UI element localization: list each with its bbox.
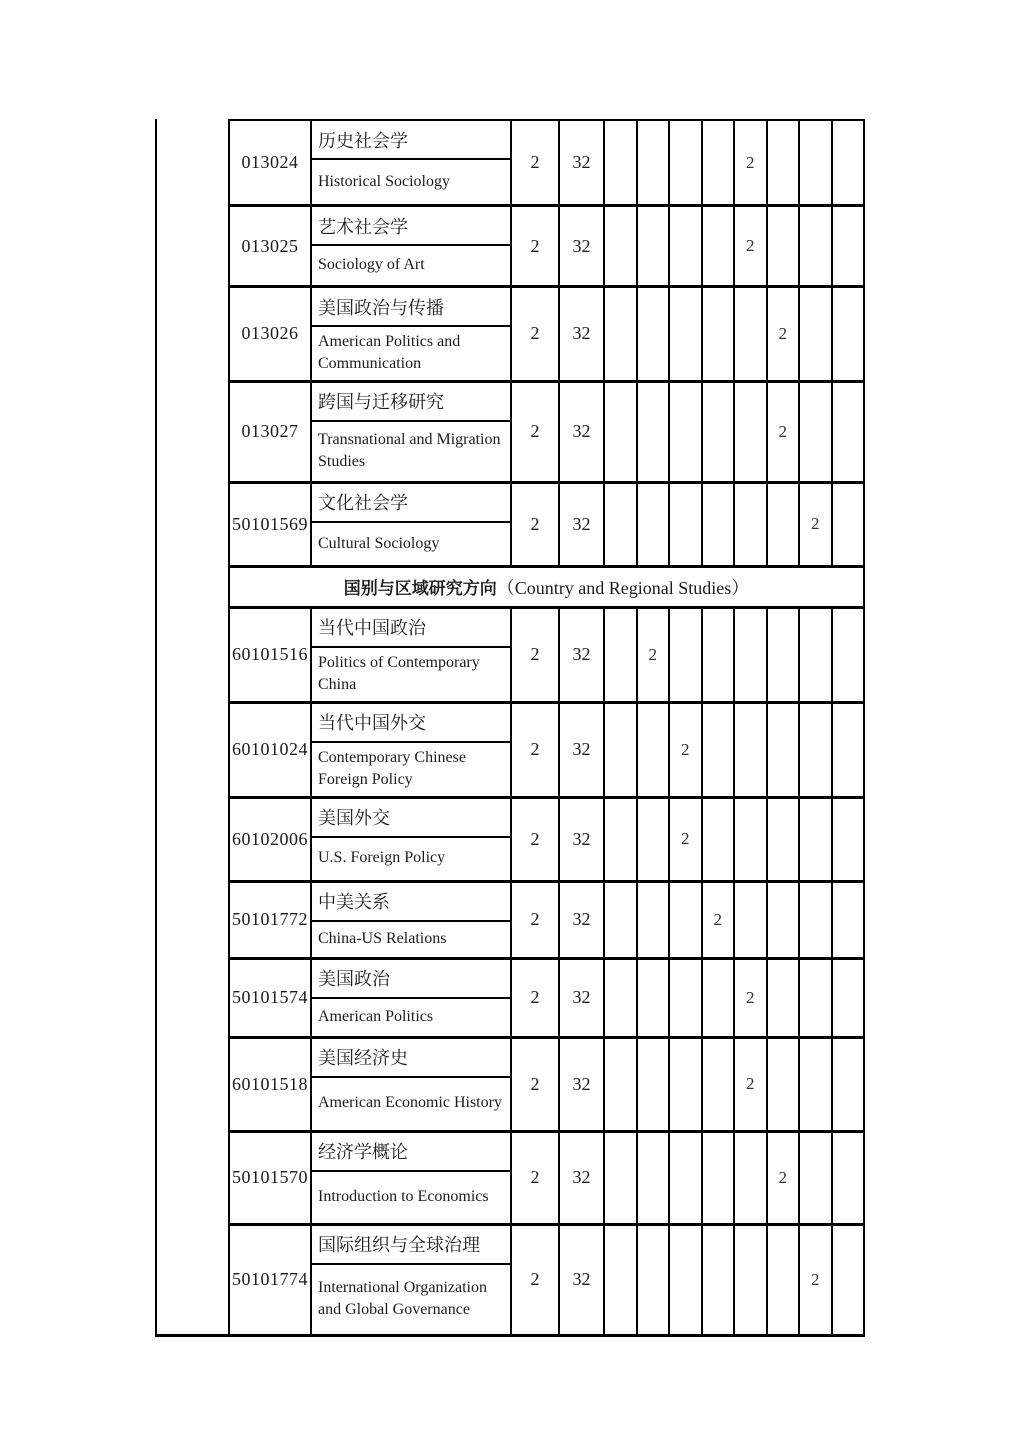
semester-2-cell <box>638 960 671 1036</box>
semester-6-cell: 2 <box>768 383 801 481</box>
semester-7-cell <box>800 121 833 204</box>
course-name-cell <box>312 121 512 204</box>
semester-1-cell <box>605 1039 638 1130</box>
course-name-cell <box>312 704 512 796</box>
credits-cell: 2 <box>512 121 560 204</box>
semester-8-cell <box>833 1226 864 1334</box>
semester-7-cell <box>800 704 833 796</box>
section-title-en: （Country and Regional Studies） <box>496 577 750 598</box>
semester-1-cell <box>605 704 638 796</box>
credits-cell: 2 <box>512 609 560 701</box>
course-row <box>230 288 863 383</box>
course-name-zh: 美国外交 <box>312 799 510 838</box>
semester-7-cell <box>800 383 833 481</box>
course-name-zh: 美国政治 <box>312 960 510 999</box>
semester-1-cell <box>605 288 638 380</box>
course-name-en: American Economic History <box>318 1094 502 1112</box>
semester-6-cell: 2 <box>768 288 801 380</box>
course-name-zh: 美国经济史 <box>312 1039 510 1078</box>
course-row <box>230 883 863 960</box>
course-code-cell: 50101774 <box>230 1226 312 1334</box>
semester-2-cell <box>638 883 671 957</box>
semester-1-cell <box>605 484 638 565</box>
course-name-en: Contemporary Chinese Foreign Policy <box>318 748 466 789</box>
hours-cell: 32 <box>560 609 605 701</box>
semester-4-cell <box>703 799 736 880</box>
course-code-cell: 50101574 <box>230 960 312 1036</box>
hours-cell: 32 <box>560 1133 605 1223</box>
credits-cell: 2 <box>512 960 560 1036</box>
semester-7-cell <box>800 883 833 957</box>
semester-4-cell <box>703 207 736 285</box>
course-code-cell: 013026 <box>230 288 312 380</box>
semester-6-cell: 2 <box>768 1133 801 1223</box>
semester-8-cell <box>833 960 864 1036</box>
semester-8-cell <box>833 484 864 565</box>
course-name-en: International Organization and Global Governance <box>318 1278 487 1319</box>
semester-1-cell <box>605 960 638 1036</box>
course-name-cell <box>312 1039 512 1130</box>
course-name-en: American Politics and Communication <box>318 333 461 373</box>
credits-cell: 2 <box>512 383 560 481</box>
credits-cell: 2 <box>512 799 560 880</box>
course-name-en: American Politics <box>318 1007 434 1025</box>
course-code-cell: 50101570 <box>230 1133 312 1223</box>
course-name-en: Transnational and Migration Studies <box>318 430 501 471</box>
semester-1-cell <box>605 121 638 204</box>
semester-4-cell: 2 <box>703 883 736 957</box>
semester-3-cell <box>670 484 703 565</box>
course-name-en: Cultural Sociology <box>318 534 440 552</box>
semester-8-cell <box>833 383 864 481</box>
semester-5-cell <box>735 288 768 380</box>
semester-6-cell <box>768 960 801 1036</box>
semester-4-cell <box>703 484 736 565</box>
semester-3-cell <box>670 288 703 380</box>
semester-8-cell <box>833 883 864 957</box>
course-row <box>230 484 863 568</box>
semester-1-cell <box>605 799 638 880</box>
course-row <box>230 799 863 883</box>
semester-3-cell <box>670 883 703 957</box>
hours-cell: 32 <box>560 704 605 796</box>
semester-2-cell: 2 <box>638 609 671 701</box>
credits-cell: 2 <box>512 207 560 285</box>
semester-5-cell <box>735 799 768 880</box>
semester-1-cell <box>605 383 638 481</box>
course-name-cell <box>312 1226 512 1334</box>
course-name-cell <box>312 799 512 880</box>
course-name-zh: 美国政治与传播 <box>312 288 510 327</box>
semester-5-cell: 2 <box>735 121 768 204</box>
hours-cell: 32 <box>560 207 605 285</box>
course-name-cell <box>312 288 512 380</box>
course-row <box>230 207 863 288</box>
course-name-cell <box>312 484 512 565</box>
semester-8-cell <box>833 799 864 880</box>
semester-8-cell <box>833 609 864 701</box>
course-name-zh: 文化社会学 <box>312 484 510 523</box>
semester-3-cell: 2 <box>670 799 703 880</box>
course-code-cell: 013025 <box>230 207 312 285</box>
course-code-cell: 013027 <box>230 383 312 481</box>
semester-5-cell: 2 <box>735 1039 768 1130</box>
semester-1-cell <box>605 609 638 701</box>
semester-5-cell <box>735 883 768 957</box>
course-row <box>230 704 863 799</box>
semester-8-cell <box>833 704 864 796</box>
hours-cell: 32 <box>560 883 605 957</box>
course-row <box>230 121 863 207</box>
course-name-en: China-US Relations <box>318 929 447 947</box>
hours-cell: 32 <box>560 1039 605 1130</box>
course-code-cell: 60101024 <box>230 704 312 796</box>
semester-4-cell <box>703 383 736 481</box>
credits-cell: 2 <box>512 1226 560 1334</box>
course-name-en: Historical Sociology <box>318 172 450 190</box>
course-row <box>230 960 863 1039</box>
semester-7-cell <box>800 1039 833 1130</box>
semester-3-cell <box>670 960 703 1036</box>
course-name-cell <box>312 883 512 957</box>
semester-5-cell <box>735 704 768 796</box>
hours-cell: 32 <box>560 288 605 380</box>
semester-1-cell <box>605 1226 638 1334</box>
course-name-cell <box>312 383 512 481</box>
course-name-en: Politics of Contemporary China <box>318 653 480 694</box>
course-name-cell <box>312 609 512 701</box>
course-name-zh: 经济学概论 <box>312 1133 510 1172</box>
semester-4-cell <box>703 1133 736 1223</box>
course-code-cell: 60102006 <box>230 799 312 880</box>
semester-3-cell <box>670 1226 703 1334</box>
semester-5-cell <box>735 609 768 701</box>
semester-5-cell <box>735 1133 768 1223</box>
semester-5-cell: 2 <box>735 960 768 1036</box>
course-row <box>230 383 863 484</box>
semester-6-cell <box>768 704 801 796</box>
course-code-cell: 60101518 <box>230 1039 312 1130</box>
semester-7-cell <box>800 799 833 880</box>
semester-4-cell <box>703 1039 736 1130</box>
hours-cell: 32 <box>560 960 605 1036</box>
course-name-en: Introduction to Economics <box>318 1187 489 1205</box>
semester-2-cell <box>638 288 671 380</box>
semester-8-cell <box>833 207 864 285</box>
hours-cell: 32 <box>560 121 605 204</box>
semester-3-cell <box>670 121 703 204</box>
semester-2-cell <box>638 1133 671 1223</box>
semester-3-cell: 2 <box>670 704 703 796</box>
semester-4-cell <box>703 960 736 1036</box>
semester-1-cell <box>605 883 638 957</box>
semester-1-cell <box>605 1133 638 1223</box>
semester-4-cell <box>703 1226 736 1334</box>
course-name-en: U.S. Foreign Policy <box>318 849 446 867</box>
section-header-row <box>230 568 863 609</box>
credits-cell: 2 <box>512 288 560 380</box>
left-continuation-column <box>155 119 228 1337</box>
semester-3-cell <box>670 383 703 481</box>
semester-8-cell <box>833 121 864 204</box>
course-code-cell: 50101569 <box>230 484 312 565</box>
course-name-zh: 国际组织与全球治理 <box>312 1226 510 1265</box>
semester-2-cell <box>638 383 671 481</box>
semester-8-cell <box>833 1039 864 1130</box>
semester-4-cell <box>703 121 736 204</box>
sociology-direction-rows <box>230 121 863 568</box>
semester-2-cell <box>638 121 671 204</box>
semester-2-cell <box>638 207 671 285</box>
semester-6-cell <box>768 799 801 880</box>
semester-5-cell <box>735 1226 768 1334</box>
semester-6-cell <box>768 207 801 285</box>
semester-2-cell <box>638 1039 671 1130</box>
course-row <box>230 609 863 704</box>
semester-3-cell <box>670 1133 703 1223</box>
course-row <box>230 1226 863 1334</box>
semester-3-cell <box>670 207 703 285</box>
semester-7-cell <box>800 1133 833 1223</box>
semester-3-cell <box>670 609 703 701</box>
credits-cell: 2 <box>512 883 560 957</box>
semester-4-cell <box>703 704 736 796</box>
semester-7-cell: 2 <box>800 484 833 565</box>
semester-6-cell <box>768 121 801 204</box>
semester-6-cell <box>768 609 801 701</box>
semester-2-cell <box>638 799 671 880</box>
semester-4-cell <box>703 609 736 701</box>
course-name-zh: 艺术社会学 <box>312 207 510 246</box>
semester-8-cell <box>833 1133 864 1223</box>
course-name-zh: 当代中国外交 <box>312 704 510 743</box>
semester-2-cell <box>638 484 671 565</box>
section-title-zh: 国别与区域研究方向 <box>343 579 497 599</box>
course-code-cell: 50101772 <box>230 883 312 957</box>
semester-2-cell <box>638 1226 671 1334</box>
semester-5-cell <box>735 383 768 481</box>
semester-6-cell <box>768 484 801 565</box>
semester-6-cell <box>768 1226 801 1334</box>
semester-6-cell <box>768 1039 801 1130</box>
semester-7-cell <box>800 609 833 701</box>
curriculum-table-body <box>228 119 865 1337</box>
hours-cell: 32 <box>560 383 605 481</box>
curriculum-table <box>155 119 865 1337</box>
semester-3-cell <box>670 1039 703 1130</box>
semester-7-cell <box>800 960 833 1036</box>
semester-7-cell <box>800 288 833 380</box>
semester-1-cell <box>605 207 638 285</box>
course-name-cell <box>312 207 512 285</box>
country-regional-rows <box>230 609 863 1334</box>
credits-cell: 2 <box>512 704 560 796</box>
semester-4-cell <box>703 288 736 380</box>
course-name-en: Sociology of Art <box>318 256 425 274</box>
semester-5-cell: 2 <box>735 207 768 285</box>
course-name-cell <box>312 960 512 1036</box>
course-row <box>230 1133 863 1226</box>
course-code-cell: 013024 <box>230 121 312 204</box>
course-row <box>230 1039 863 1133</box>
course-code-cell: 60101516 <box>230 609 312 701</box>
credits-cell: 2 <box>512 1133 560 1223</box>
semester-6-cell <box>768 883 801 957</box>
semester-8-cell <box>833 288 864 380</box>
credits-cell: 2 <box>512 484 560 565</box>
hours-cell: 32 <box>560 1226 605 1334</box>
hours-cell: 32 <box>560 799 605 880</box>
course-name-zh: 历史社会学 <box>312 121 510 160</box>
semester-7-cell <box>800 207 833 285</box>
semester-2-cell <box>638 704 671 796</box>
course-name-zh: 当代中国政治 <box>312 609 510 648</box>
course-name-cell <box>312 1133 512 1223</box>
course-name-zh: 中美关系 <box>312 883 510 922</box>
semester-7-cell: 2 <box>800 1226 833 1334</box>
credits-cell: 2 <box>512 1039 560 1130</box>
course-name-zh: 跨国与迁移研究 <box>312 383 510 422</box>
hours-cell: 32 <box>560 484 605 565</box>
semester-5-cell <box>735 484 768 565</box>
